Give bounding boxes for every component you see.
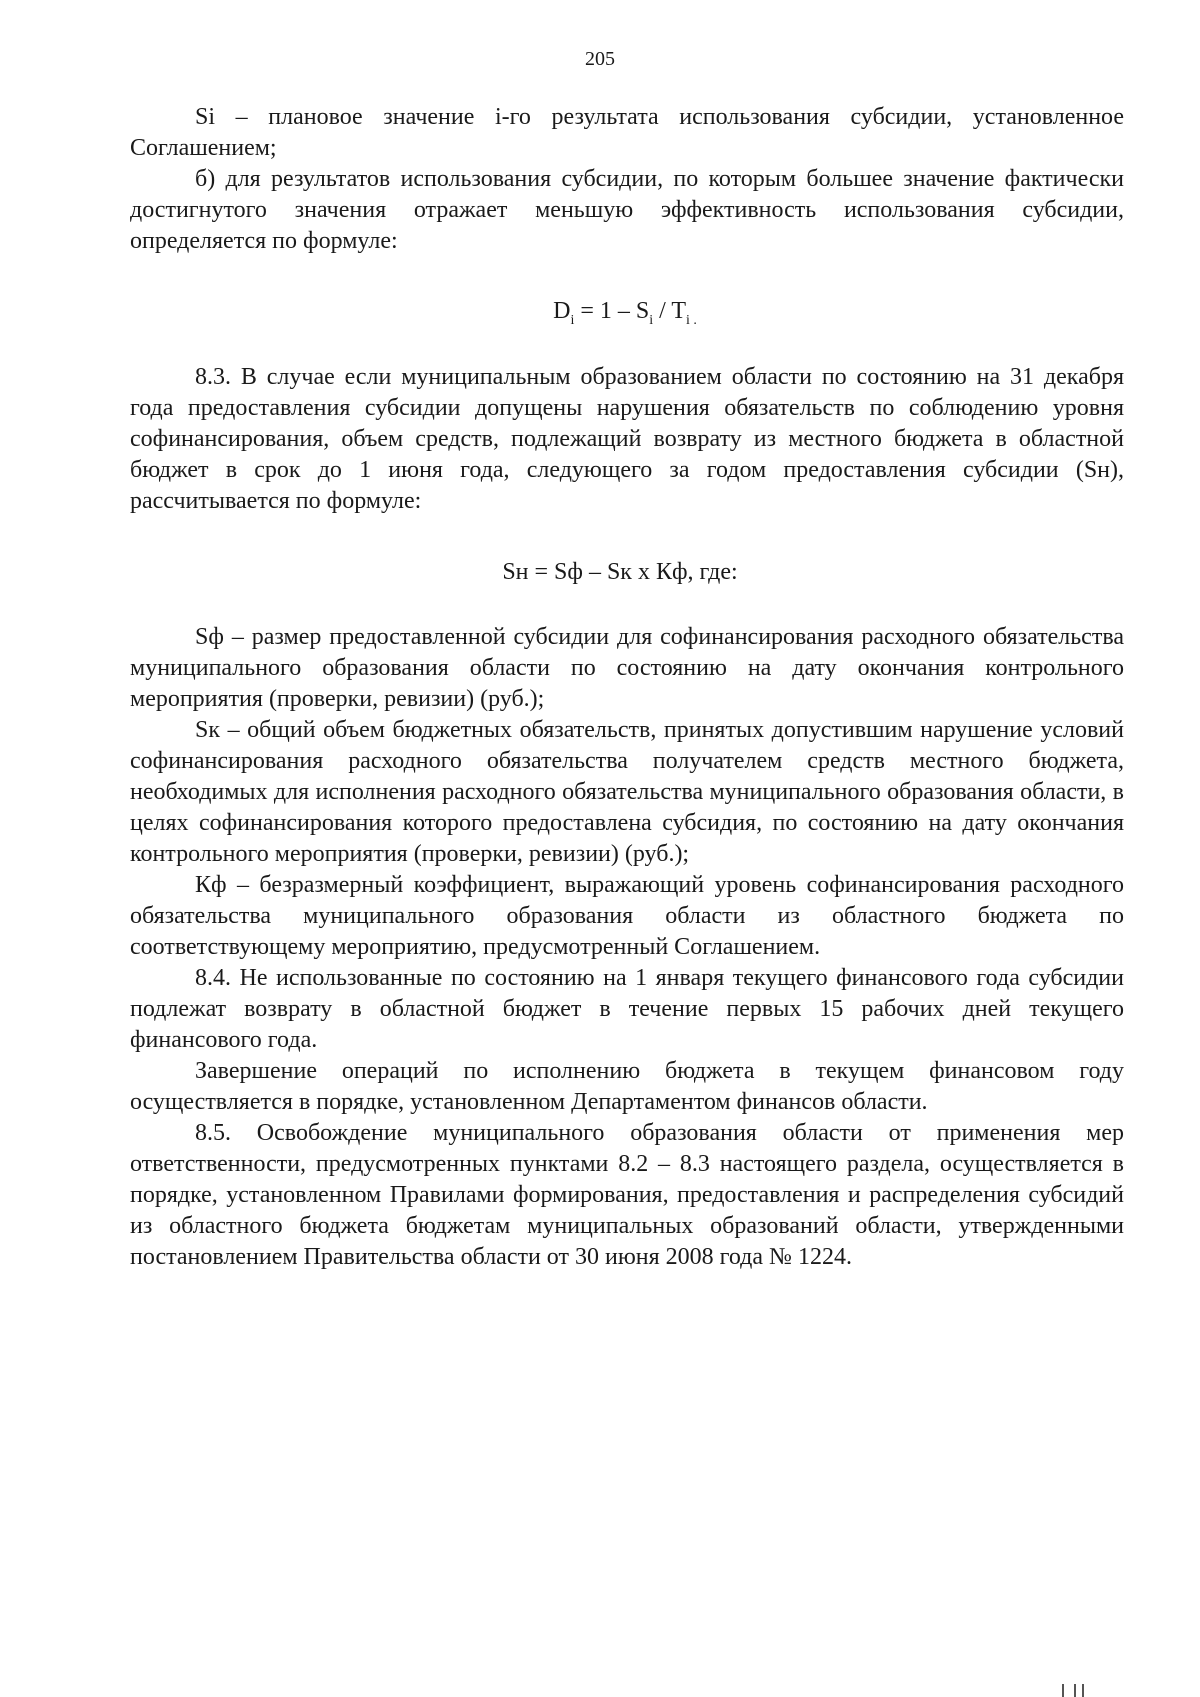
- scan-edge-marks: [1062, 1680, 1092, 1697]
- text-block-8-3: [130, 362, 1124, 517]
- formula-sn: Sн = Sф – Sк х Кф, где:: [502, 559, 738, 585]
- paragraph-sf-definition: Sф – размер предоставленной субсидии для софинансирования расходного обязательства муниципального образования области по состоянию на дату окончания контрольного мероприятия (проверки, ревизии) (руб.);: [130, 624, 1124, 712]
- formula-di-sub-1: i: [570, 312, 575, 328]
- scan-mark: [1062, 1684, 1064, 1697]
- page-number: 205: [585, 48, 615, 70]
- formula-di-sub-3: i .: [686, 312, 697, 328]
- paragraph-8-3: 8.3. В случае если муниципальным образованием области по состоянию на 31 декабря года предоставления субсидии допущены нарушения обязательств по соблюдению уровня софинансирования, объем средств, подлежащий возврату из местного бюджета в областной бюджет в срок до 1 июня года, следующего за годом предоставления субсидии (Sн), рассчитывается по формуле:: [130, 364, 1124, 514]
- formula-di: [0, 296, 1200, 327]
- paragraph-8-4: 8.4. Не использованные по состоянию на 1 января текущего финансового года субсидии подлежат возврату в областной бюджет в течение первых 15 рабочих дней текущего финансового года.: [130, 965, 1124, 1053]
- paragraph-8-5: 8.5. Освобождение муниципального образования области от применения мер ответственности, предусмотренных пунктами 8.2 – 8.3 настоящего раздела, осуществляется в порядке, установленном Правилами формирования, предоставления и распределения субсидий из областного бюджета бюджетам муниципальных образований области, утвержденными постановлением Правительства области от 30 июня 2008 года № 1224.: [130, 1120, 1124, 1270]
- paragraph-kf-definition: Кф – безразмерный коэффициент, выражающий уровень софинансирования расходного обязательства муниципального образования области из областного бюджета по соответствующему мероприятию, предусмотренный Соглашением.: [130, 872, 1124, 960]
- formula-di-mid: = 1 – S: [574, 298, 650, 324]
- paragraph-budget-completion: Завершение операций по исполнению бюджета в текущем финансовом году осуществляется в порядке, установленном Департаментом финансов области.: [130, 1058, 1124, 1115]
- formula-di-d: D: [553, 298, 571, 324]
- text-block-top: [130, 102, 1124, 257]
- scan-mark: [1082, 1684, 1084, 1697]
- formula-di-sub-2: i: [649, 312, 654, 328]
- paragraph-sk-definition: Sк – общий объем бюджетных обязательств, принятых допустившим нарушение условий софинансирования расходного обязательства получателем средств местного бюджета, необходимых для исполнения расходного обязательства муниципального образования области, в целях софинансирования которого предоставлена субсидия, по состоянию на дату окончания контрольного мероприятия (проверки, ревизии) (руб.);: [130, 717, 1124, 867]
- paragraph-si-definition: Si – плановое значение i-го результата использования субсидии, установленное Соглашением;: [130, 104, 1124, 161]
- formula-di-div: / T: [653, 298, 687, 324]
- paragraph-b-formula-intro: б) для результатов использования субсидии, по которым большее значение фактически достигнутого значения отражает меньшую эффективность использования субсидии, определяется по формуле:: [130, 166, 1124, 254]
- scan-mark: [1074, 1684, 1076, 1697]
- text-block-bottom: [130, 622, 1124, 1273]
